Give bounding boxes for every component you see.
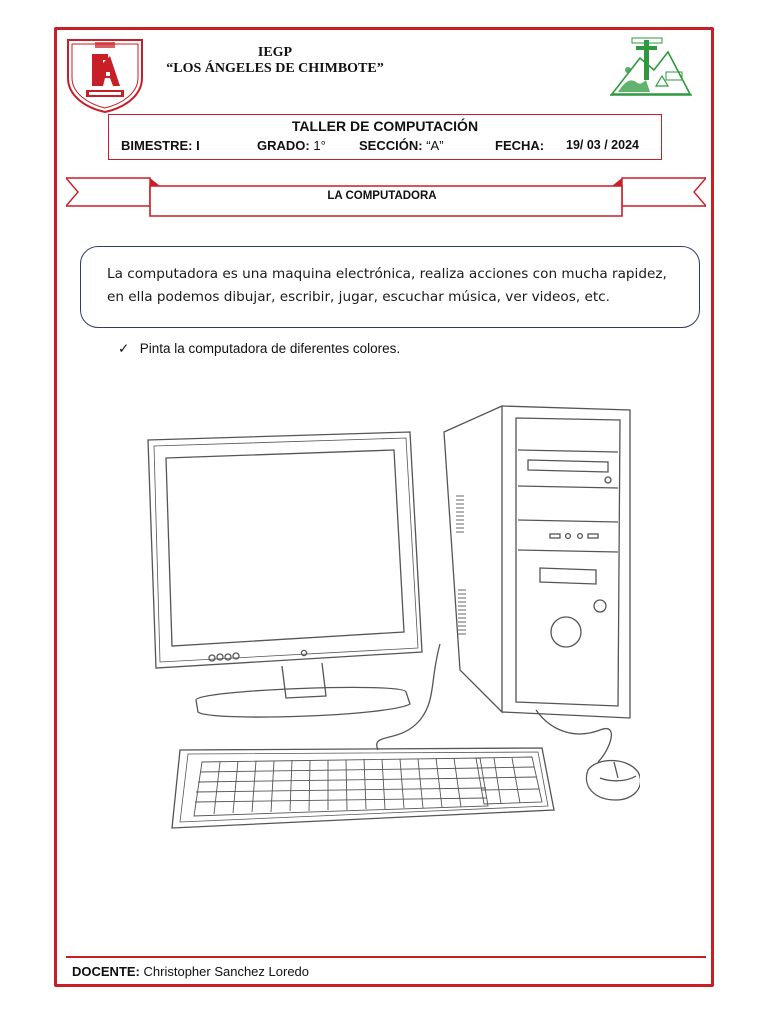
bimestre-value: I xyxy=(196,138,200,153)
task-instruction xyxy=(118,341,400,357)
task-text: Pinta la computadora de diferentes colores. xyxy=(139,341,401,356)
footer-divider xyxy=(66,956,706,958)
school-crest-icon xyxy=(62,34,148,119)
bimestre-field xyxy=(121,138,200,153)
school-full-name: “LOS ÁNGELES DE CHIMBOTE” xyxy=(166,61,384,76)
fecha-label: FECHA: xyxy=(495,138,545,153)
school-name xyxy=(150,45,400,77)
seccion-field xyxy=(359,138,444,153)
intro-line-2: en ella podemos dibujar, escribir, jugar, escuchar música, ver videos, etc. xyxy=(107,289,610,305)
intro-text xyxy=(107,263,697,309)
fecha-field xyxy=(495,138,544,153)
seccion-label: SECCIÓN: xyxy=(359,138,423,153)
school-acronym: IEGP xyxy=(257,45,293,60)
teacher-name: Christopher Sanchez Loredo xyxy=(143,964,310,979)
teacher-label: DOCENTE: xyxy=(72,964,140,979)
teacher-footer xyxy=(72,964,309,979)
course-title: TALLER DE COMPUTACIÓN xyxy=(291,118,479,134)
intro-line-1: La computadora es una maquina electrónica, realiza acciones con mucha rapidez, xyxy=(107,266,667,282)
seccion-value: “A” xyxy=(426,138,444,153)
grado-value: 1° xyxy=(313,138,326,153)
intro-box xyxy=(80,246,700,328)
monitor-icon xyxy=(148,432,422,717)
title-ribbon xyxy=(66,176,706,229)
mountain-cross-emblem-icon xyxy=(610,36,692,103)
keyboard-icon xyxy=(172,748,554,828)
bimestre-label: BIMESTRE: xyxy=(121,138,193,153)
class-info-box xyxy=(108,114,662,160)
desktop-computer-drawing xyxy=(130,400,640,845)
grado-field xyxy=(257,138,326,153)
mouse-icon xyxy=(586,761,640,801)
lesson-title: LA COMPUTADORA xyxy=(327,190,437,202)
tower-icon xyxy=(444,406,630,718)
checkmark-icon: ✓ xyxy=(118,341,130,356)
grado-label: GRADO: xyxy=(257,138,310,153)
fecha-value: 19/ 03 / 2024 xyxy=(566,138,639,152)
